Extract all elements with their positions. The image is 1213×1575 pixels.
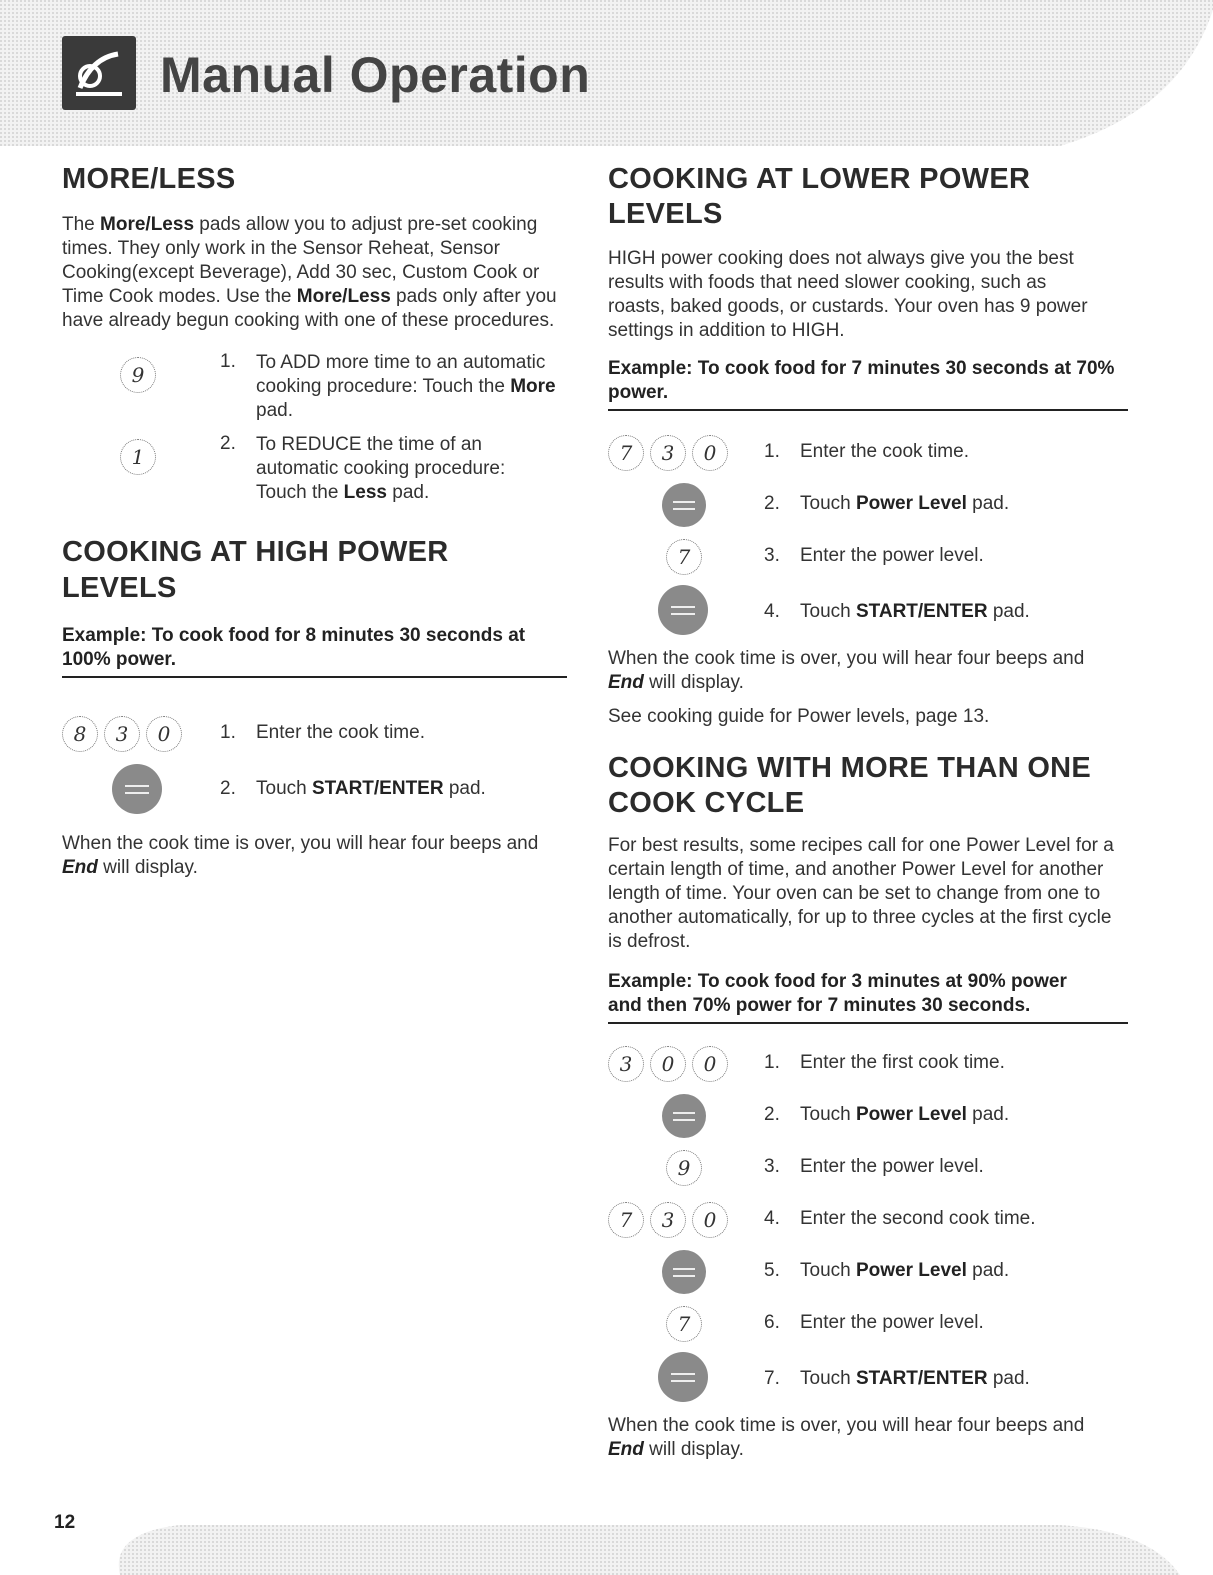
step-text: Touch Power Level pad. xyxy=(800,492,1010,514)
page-footer xyxy=(0,1517,1213,1575)
digit-pad-icon: 3 xyxy=(608,1046,644,1082)
step-text: Enter the power level. xyxy=(800,544,984,566)
hand-cooking-icon xyxy=(62,36,136,110)
step-text: Enter the power level. xyxy=(800,1311,984,1333)
lower-step-2 xyxy=(608,479,1128,531)
multi-cycle-end-note: When the cook time is over, you will hear four beeps and End will display. xyxy=(608,1414,1085,1460)
multi-step-6 xyxy=(608,1298,1128,1350)
high-power-heading: COOKING AT HIGH POWER LEVELS xyxy=(62,536,449,604)
more-less-heading: MORE/LESS xyxy=(62,163,236,195)
power-level-pad-icon xyxy=(662,1094,706,1138)
more-step xyxy=(62,351,567,433)
step-number: 2. xyxy=(764,492,780,514)
step-number: 2. xyxy=(220,433,236,455)
digit-pad-icon: 3 xyxy=(104,716,140,752)
step-number: 2. xyxy=(220,778,236,800)
multi-step-3 xyxy=(608,1142,1128,1194)
high-step-2 xyxy=(62,764,567,816)
digit-pad-icon: 9 xyxy=(666,1150,702,1186)
high-power-end-note: When the cook time is over, you will hear four beeps and End will display. xyxy=(62,833,539,879)
digit-pad-icon: 3 xyxy=(650,435,686,471)
step-number: 7. xyxy=(764,1367,780,1389)
step-text: To ADD more time to an automatic cooking procedure: Touch the More pad. xyxy=(256,352,556,422)
step-number: 1. xyxy=(764,440,780,462)
step-number: 1. xyxy=(220,351,236,373)
multi-step-1 xyxy=(608,1038,1128,1090)
start-enter-pad-icon xyxy=(658,585,708,635)
multi-step-4 xyxy=(608,1194,1128,1246)
step-text: Touch Power Level pad. xyxy=(800,1103,1010,1125)
footer-banner xyxy=(0,1517,1213,1575)
step-text: Enter the first cook time. xyxy=(800,1051,1005,1073)
step-number: 6. xyxy=(764,1311,780,1333)
lower-power-end-note: When the cook time is over, you will hear four beeps and End will display. xyxy=(608,647,1085,693)
step-text: Touch START/ENTER pad. xyxy=(800,1367,1030,1389)
multi-step-5 xyxy=(608,1246,1128,1298)
step-number: 4. xyxy=(764,1207,780,1229)
left-column xyxy=(62,160,567,880)
step-number: 1. xyxy=(764,1051,780,1073)
digit-pad-icon: 0 xyxy=(692,1046,728,1082)
lower-step-1 xyxy=(608,427,1128,479)
step-number: 3. xyxy=(764,1155,780,1177)
lower-power-paragraph: HIGH power cooking does not always give you the best results with foods that need slower cooking, such as roasts, baked goods, or custards. Your oven has 9 power settings in addition to HIGH. xyxy=(608,247,1088,341)
lower-power-heading: COOKING AT LOWER POWER LEVELS xyxy=(608,163,1031,231)
page-header xyxy=(0,0,1213,146)
step-text: Touch START/ENTER pad. xyxy=(256,778,486,800)
digit-pad-icon: 7 xyxy=(608,1202,644,1238)
digit-pad-icon: 8 xyxy=(62,716,98,752)
multi-cycle-example: Example: To cook food for 3 minutes at 90% power and then 70% power for 7 minutes 30 seconds. xyxy=(608,970,1128,1024)
step-number: 2. xyxy=(764,1103,780,1125)
less-pad-icon: 1 xyxy=(120,439,156,475)
power-level-pad-icon xyxy=(662,483,706,527)
step-text: Enter the power level. xyxy=(800,1155,984,1177)
step-text: Enter the cook time. xyxy=(800,440,969,462)
multi-cycle-paragraph: For best results, some recipes call for one Power Level for a certain length of time, and another Power Level for another length of time. Your oven can be set to change from one to another automatically, for up to three cycles at the first cycle is defrost. xyxy=(608,834,1114,952)
lower-power-example: Example: To cook food for 7 minutes 30 seconds at 70% power. xyxy=(608,357,1128,411)
step-number: 1. xyxy=(220,722,236,744)
page-title: Manual Operation xyxy=(160,47,591,103)
digit-pad-icon: 0 xyxy=(692,1202,728,1238)
multi-step-7 xyxy=(608,1350,1128,1408)
start-enter-pad-icon xyxy=(112,764,162,814)
digit-pad-icon: 7 xyxy=(666,1306,702,1342)
digit-pad-icon: 7 xyxy=(666,539,702,575)
less-step xyxy=(62,433,567,513)
step-number: 4. xyxy=(764,600,780,622)
digit-pad-icon: 0 xyxy=(692,435,728,471)
right-column xyxy=(608,160,1128,1462)
step-text: To REDUCE the time of an automatic cooking procedure: Touch the Less pad. xyxy=(256,434,506,504)
digit-pad-icon: 7 xyxy=(608,435,644,471)
digit-pad-icon: 0 xyxy=(146,716,182,752)
digit-pad-icon: 3 xyxy=(650,1202,686,1238)
step-text: Touch Power Level pad. xyxy=(800,1259,1010,1281)
more-pad-icon: 9 xyxy=(120,357,156,393)
digit-pad-icon: 0 xyxy=(650,1046,686,1082)
start-enter-pad-icon xyxy=(658,1352,708,1402)
multi-cycle-heading: COOKING WITH MORE THAN ONE COOK CYCLE xyxy=(608,751,1092,820)
step-text: Enter the cook time. xyxy=(256,722,425,744)
multi-step-2 xyxy=(608,1090,1128,1142)
power-level-guide-reference: See cooking guide for Power levels, page 13. xyxy=(608,705,990,727)
lower-step-3 xyxy=(608,531,1128,583)
more-less-paragraph: The More/Less pads allow you to adjust pre-set cooking times. They only work in the Sensor Reheat, Sensor Cooking(except Beverage), Add 30 sec, Custom Cook or Time Cook modes. Use the More/Less pads only after you have already begun cooking with one of these procedures. xyxy=(62,214,557,332)
step-number: 5. xyxy=(764,1259,780,1281)
page-number: 12 xyxy=(54,1512,76,1533)
power-level-pad-icon xyxy=(662,1250,706,1294)
high-step-1 xyxy=(62,708,567,760)
high-power-example: Example: To cook food for 8 minutes 30 seconds at 100% power. xyxy=(62,624,567,678)
lower-step-4 xyxy=(608,583,1128,641)
step-text: Enter the second cook time. xyxy=(800,1207,1036,1229)
step-number: 3. xyxy=(764,544,780,566)
step-text: Touch START/ENTER pad. xyxy=(800,600,1030,622)
